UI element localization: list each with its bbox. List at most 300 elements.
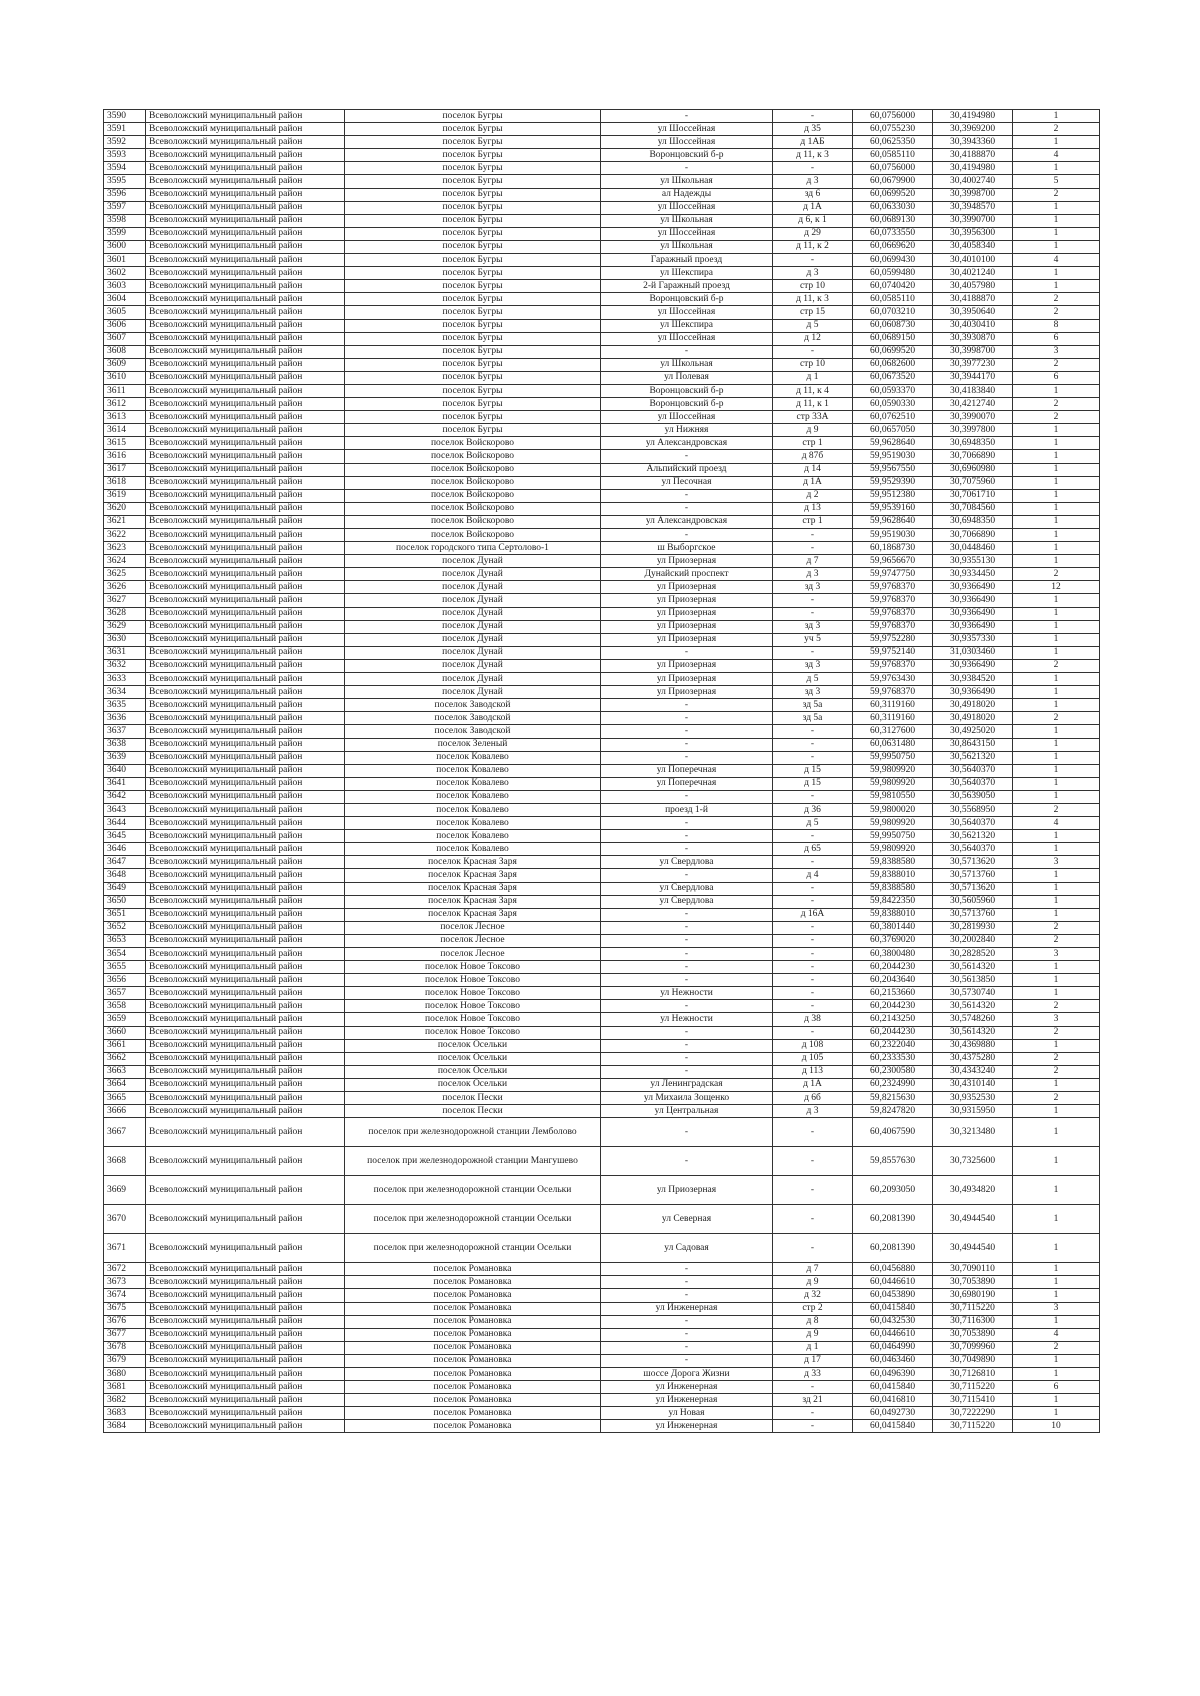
settlement-cell: поселок Дунай [345,646,601,659]
row-number: 3618 [104,476,146,489]
table-row [104,529,1100,542]
count-cell: 2 [1013,1341,1100,1354]
longitude-cell: 30,4002740 [933,175,1013,188]
house-cell: д 11, к 3 [773,293,853,306]
house-cell: д 1АБ [773,136,853,149]
district-cell: Всеволожский муниципальный район [146,515,345,528]
street-cell: - [601,1289,773,1302]
longitude-cell: 30,5640370 [933,764,1013,777]
longitude-cell: 30,3948570 [933,201,1013,214]
district-cell: Всеволожский муниципальный район [146,332,345,345]
latitude-cell: 60,2322040 [853,1039,933,1052]
row-number: 3679 [104,1354,146,1367]
house-cell: стр 15 [773,306,853,319]
district-cell: Всеволожский муниципальный район [146,384,345,397]
table-row [104,332,1100,345]
settlement-cell: поселок Ковалево [345,817,601,830]
count-cell: 12 [1013,581,1100,594]
latitude-cell: 60,0631480 [853,738,933,751]
house-cell: д 8 [773,1315,853,1328]
row-number: 3683 [104,1407,146,1420]
latitude-cell: 60,4067590 [853,1118,933,1147]
latitude-cell: 60,0463460 [853,1354,933,1367]
district-cell: Всеволожский муниципальный район [146,1315,345,1328]
latitude-cell: 60,0585110 [853,293,933,306]
row-number: 3594 [104,162,146,175]
street-cell: ул Садовая [601,1234,773,1263]
count-cell: 3 [1013,1013,1100,1026]
house-cell: д 2 [773,489,853,502]
longitude-cell: 30,7075960 [933,476,1013,489]
longitude-cell: 30,0448460 [933,542,1013,555]
street-cell: - [601,489,773,502]
settlement-cell: поселок Ковалево [345,790,601,803]
settlement-cell: поселок Войскорово [345,515,601,528]
street-cell: - [601,751,773,764]
latitude-cell: 60,0415840 [853,1381,933,1394]
house-cell: - [773,1147,853,1176]
longitude-cell: 30,3990070 [933,411,1013,424]
longitude-cell: 30,7053890 [933,1328,1013,1341]
row-number: 3634 [104,686,146,699]
count-cell: 1 [1013,1105,1100,1118]
settlement-cell: поселок Новое Токсово [345,961,601,974]
latitude-cell: 59,9519030 [853,529,933,542]
district-cell: Всеволожский муниципальный район [146,162,345,175]
latitude-cell: 59,8247820 [853,1105,933,1118]
house-cell: д 4 [773,869,853,882]
district-cell: Всеволожский муниципальный район [146,908,345,921]
latitude-cell: 59,9768370 [853,620,933,633]
district-cell: Всеволожский муниципальный район [146,1000,345,1013]
row-number: 3672 [104,1263,146,1276]
longitude-cell: 30,4944540 [933,1205,1013,1234]
latitude-cell: 60,0585110 [853,149,933,162]
district-cell: Всеволожский муниципальный район [146,136,345,149]
house-cell: - [773,646,853,659]
house-cell: д 7 [773,1263,853,1276]
house-cell: - [773,987,853,1000]
street-cell: ул Александровская [601,437,773,450]
longitude-cell: 30,7053890 [933,1276,1013,1289]
settlement-cell: поселок Бугры [345,240,601,253]
settlement-cell: поселок Дунай [345,581,601,594]
row-number: 3664 [104,1078,146,1091]
longitude-cell: 30,5568950 [933,803,1013,816]
count-cell: 1 [1013,489,1100,502]
table-row [104,751,1100,764]
house-cell: - [773,345,853,358]
row-number: 3663 [104,1065,146,1078]
count-cell: 1 [1013,908,1100,921]
row-number: 3655 [104,961,146,974]
district-cell: Всеволожский муниципальный район [146,961,345,974]
longitude-cell: 30,7115220 [933,1420,1013,1433]
house-cell: зд 21 [773,1394,853,1407]
district-cell: Всеволожский муниципальный район [146,856,345,869]
settlement-cell: поселок при железнодорожной станции Лемболово [345,1118,601,1147]
count-cell: 1 [1013,136,1100,149]
house-cell: зд 3 [773,620,853,633]
longitude-cell: 30,3997800 [933,424,1013,437]
street-cell: шоссе Дорога Жизни [601,1367,773,1380]
count-cell: 1 [1013,214,1100,227]
row-number: 3626 [104,581,146,594]
house-cell: д 1 [773,371,853,384]
count-cell: 2 [1013,1065,1100,1078]
longitude-cell: 30,4183840 [933,384,1013,397]
table-row [104,594,1100,607]
district-cell: Всеволожский муниципальный район [146,1026,345,1039]
latitude-cell: 59,9567550 [853,463,933,476]
district-cell: Всеволожский муниципальный район [146,1052,345,1065]
street-cell: - [601,961,773,974]
district-cell: Всеволожский муниципальный район [146,1394,345,1407]
longitude-cell: 30,9366490 [933,581,1013,594]
count-cell: 1 [1013,529,1100,542]
house-cell: д 9 [773,1328,853,1341]
table-row [104,1078,1100,1091]
district-cell: Всеволожский муниципальный район [146,489,345,502]
longitude-cell: 30,9334450 [933,568,1013,581]
count-cell: 1 [1013,594,1100,607]
row-number: 3619 [104,489,146,502]
street-cell: ул Александровская [601,515,773,528]
street-cell: - [601,529,773,542]
house-cell: д 35 [773,123,853,136]
longitude-cell: 30,4934820 [933,1176,1013,1205]
settlement-cell: поселок Бугры [345,201,601,214]
district-cell: Всеволожский муниципальный район [146,581,345,594]
district-cell: Всеволожский муниципальный район [146,895,345,908]
street-cell: ул Приозерная [601,581,773,594]
longitude-cell: 30,3930870 [933,332,1013,345]
street-cell: ул Приозерная [601,594,773,607]
latitude-cell: 60,0456880 [853,1263,933,1276]
count-cell: 1 [1013,1276,1100,1289]
house-cell: д 1 [773,1341,853,1354]
street-cell: ул Приозерная [601,673,773,686]
count-cell: 2 [1013,1000,1100,1013]
latitude-cell: 59,9747750 [853,568,933,581]
table-row [104,502,1100,515]
longitude-cell: 30,7066890 [933,529,1013,542]
settlement-cell: поселок Романовка [345,1328,601,1341]
longitude-cell: 30,4058340 [933,240,1013,253]
longitude-cell: 30,4057980 [933,280,1013,293]
count-cell: 1 [1013,240,1100,253]
street-cell: ул Нежности [601,1013,773,1026]
table-row [104,384,1100,397]
street-cell: - [601,1147,773,1176]
longitude-cell: 30,5640370 [933,777,1013,790]
row-number: 3656 [104,974,146,987]
settlement-cell: поселок Красная Заря [345,869,601,882]
street-cell: - [601,1354,773,1367]
longitude-cell: 30,3956300 [933,227,1013,240]
settlement-cell: поселок Бугры [345,188,601,201]
house-cell: д 5 [773,319,853,332]
settlement-cell: поселок Бугры [345,306,601,319]
longitude-cell: 30,9366490 [933,620,1013,633]
table-row [104,1407,1100,1420]
settlement-cell: поселок Бугры [345,227,601,240]
longitude-cell: 30,2819930 [933,921,1013,934]
table-row [104,646,1100,659]
street-cell: - [601,699,773,712]
settlement-cell: поселок Осельки [345,1065,601,1078]
longitude-cell: 30,6948350 [933,437,1013,450]
count-cell: 2 [1013,934,1100,947]
longitude-cell: 30,3998700 [933,345,1013,358]
longitude-cell: 30,5621320 [933,830,1013,843]
district-cell: Всеволожский муниципальный район [146,1328,345,1341]
table-row [104,856,1100,869]
district-cell: Всеволожский муниципальный район [146,1078,345,1091]
house-cell: - [773,856,853,869]
table-row [104,620,1100,633]
longitude-cell: 30,2002840 [933,934,1013,947]
house-cell: стр 10 [773,358,853,371]
longitude-cell: 30,4918020 [933,712,1013,725]
street-cell: - [601,712,773,725]
table-row [104,1234,1100,1263]
count-cell: 1 [1013,201,1100,214]
latitude-cell: 60,1868730 [853,542,933,555]
longitude-cell: 30,5748260 [933,1013,1013,1026]
house-cell: - [773,1381,853,1394]
count-cell: 1 [1013,542,1100,555]
longitude-cell: 30,7116300 [933,1315,1013,1328]
house-cell: д 1А [773,1078,853,1091]
house-cell: д 36 [773,803,853,816]
table-row [104,240,1100,253]
latitude-cell: 60,0756000 [853,162,933,175]
settlement-cell: поселок Осельки [345,1078,601,1091]
row-number: 3681 [104,1381,146,1394]
house-cell: - [773,1176,853,1205]
table-row [104,659,1100,672]
count-cell: 1 [1013,607,1100,620]
house-cell: д 3 [773,175,853,188]
row-number: 3644 [104,817,146,830]
count-cell: 1 [1013,1205,1100,1234]
longitude-cell: 30,9315950 [933,1105,1013,1118]
latitude-cell: 59,8388580 [853,856,933,869]
row-number: 3648 [104,869,146,882]
district-cell: Всеволожский муниципальный район [146,1147,345,1176]
latitude-cell: 60,2333530 [853,1052,933,1065]
table-row [104,214,1100,227]
house-cell: д 15 [773,764,853,777]
longitude-cell: 30,4030410 [933,319,1013,332]
district-cell: Всеволожский муниципальный район [146,175,345,188]
count-cell: 1 [1013,725,1100,738]
house-cell: зд 5а [773,699,853,712]
street-cell: ул Полевая [601,371,773,384]
settlement-cell: поселок Осельки [345,1052,601,1065]
count-cell: 1 [1013,1039,1100,1052]
count-cell: 2 [1013,411,1100,424]
street-cell: - [601,921,773,934]
count-cell: 1 [1013,882,1100,895]
longitude-cell: 30,7126810 [933,1367,1013,1380]
latitude-cell: 59,9628640 [853,437,933,450]
row-number: 3606 [104,319,146,332]
count-cell: 1 [1013,673,1100,686]
longitude-cell: 30,9352530 [933,1092,1013,1105]
settlement-cell: поселок Новое Токсово [345,987,601,1000]
table-row [104,123,1100,136]
count-cell: 1 [1013,699,1100,712]
street-cell: Дунайский проспект [601,568,773,581]
count-cell: 4 [1013,149,1100,162]
row-number: 3642 [104,790,146,803]
longitude-cell: 30,7325600 [933,1147,1013,1176]
house-cell: д 113 [773,1065,853,1078]
row-number: 3684 [104,1420,146,1433]
settlement-cell: поселок Романовка [345,1407,601,1420]
longitude-cell: 30,9357330 [933,633,1013,646]
count-cell: 1 [1013,476,1100,489]
district-cell: Всеволожский муниципальный район [146,1289,345,1302]
district-cell: Всеволожский муниципальный район [146,882,345,895]
count-cell: 2 [1013,568,1100,581]
row-number: 3632 [104,659,146,672]
district-cell: Всеволожский муниципальный район [146,673,345,686]
street-cell: ал Надежды [601,188,773,201]
longitude-cell: 30,4944540 [933,1234,1013,1263]
street-cell: ул Школьная [601,240,773,253]
district-cell: Всеволожский муниципальный район [146,411,345,424]
latitude-cell: 59,9809920 [853,843,933,856]
count-cell: 1 [1013,1263,1100,1276]
house-cell: зд 3 [773,581,853,594]
latitude-cell: 59,9810550 [853,790,933,803]
longitude-cell: 30,9366490 [933,594,1013,607]
settlement-cell: поселок при железнодорожной станции Мангушево [345,1147,601,1176]
settlement-cell: поселок Дунай [345,673,601,686]
count-cell: 2 [1013,123,1100,136]
district-cell: Всеволожский муниципальный район [146,1013,345,1026]
row-number: 3662 [104,1052,146,1065]
latitude-cell: 59,9539160 [853,502,933,515]
table-row [104,817,1100,830]
house-cell: д 17 [773,1354,853,1367]
house-cell: д 9 [773,424,853,437]
house-cell: д 38 [773,1013,853,1026]
settlement-cell: поселок Романовка [345,1354,601,1367]
district-cell: Всеволожский муниципальный район [146,1092,345,1105]
count-cell: 6 [1013,332,1100,345]
district-cell: Всеволожский муниципальный район [146,659,345,672]
house-cell: - [773,790,853,803]
count-cell: 4 [1013,254,1100,267]
house-cell: - [773,254,853,267]
settlement-cell: поселок Романовка [345,1341,601,1354]
settlement-cell: поселок Бугры [345,398,601,411]
count-cell: 2 [1013,188,1100,201]
longitude-cell: 30,7115220 [933,1381,1013,1394]
settlement-cell: поселок Бугры [345,149,601,162]
table-row [104,371,1100,384]
settlement-cell: поселок Дунай [345,659,601,672]
count-cell: 2 [1013,1052,1100,1065]
house-cell: д 14 [773,463,853,476]
settlement-cell: поселок Войскорово [345,476,601,489]
latitude-cell: 59,9768370 [853,594,933,607]
settlement-cell: поселок Новое Токсово [345,1000,601,1013]
district-cell: Всеволожский муниципальный район [146,686,345,699]
settlement-cell: поселок Войскорово [345,463,601,476]
count-cell: 1 [1013,280,1100,293]
row-number: 3597 [104,201,146,214]
district-cell: Всеволожский муниципальный район [146,1234,345,1263]
settlement-cell: поселок Зеленый [345,738,601,751]
district-cell: Всеволожский муниципальный район [146,555,345,568]
row-number: 3646 [104,843,146,856]
house-cell: стр 1 [773,515,853,528]
house-cell: д 1А [773,476,853,489]
settlement-cell: поселок Лесное [345,921,601,934]
count-cell: 1 [1013,384,1100,397]
district-cell: Всеволожский муниципальный район [146,712,345,725]
district-cell: Всеволожский муниципальный район [146,738,345,751]
table-row [104,1315,1100,1328]
latitude-cell: 60,0703210 [853,306,933,319]
district-cell: Всеволожский муниципальный район [146,948,345,961]
count-cell: 2 [1013,921,1100,934]
settlement-cell: поселок Дунай [345,594,601,607]
settlement-cell: поселок Бугры [345,384,601,397]
table-row [104,1092,1100,1105]
table-row [104,738,1100,751]
house-cell: д 16А [773,908,853,921]
house-cell: уч 5 [773,633,853,646]
longitude-cell: 31,0303460 [933,646,1013,659]
row-number: 3674 [104,1289,146,1302]
count-cell: 1 [1013,777,1100,790]
street-cell: - [601,817,773,830]
district-cell: Всеволожский муниципальный район [146,1263,345,1276]
district-cell: Всеволожский муниципальный район [146,934,345,947]
district-cell: Всеволожский муниципальный район [146,1407,345,1420]
row-number: 3613 [104,411,146,424]
district-cell: Всеволожский муниципальный район [146,1420,345,1433]
row-number: 3638 [104,738,146,751]
row-number: 3622 [104,529,146,542]
district-cell: Всеволожский муниципальный район [146,319,345,332]
house-cell: д 33 [773,1367,853,1380]
count-cell: 1 [1013,1234,1100,1263]
settlement-cell: поселок Новое Токсово [345,1013,601,1026]
table-row [104,1039,1100,1052]
street-cell: - [601,869,773,882]
table-row [104,1263,1100,1276]
latitude-cell: 60,0673520 [853,371,933,384]
count-cell: 1 [1013,790,1100,803]
latitude-cell: 59,9763430 [853,673,933,686]
count-cell: 4 [1013,817,1100,830]
house-cell: д 87б [773,450,853,463]
settlement-cell: поселок Ковалево [345,764,601,777]
row-number: 3661 [104,1039,146,1052]
row-number: 3598 [104,214,146,227]
settlement-cell: поселок Заводской [345,712,601,725]
row-number: 3605 [104,306,146,319]
data-table [103,109,1100,1433]
house-cell: д 11, к 3 [773,149,853,162]
